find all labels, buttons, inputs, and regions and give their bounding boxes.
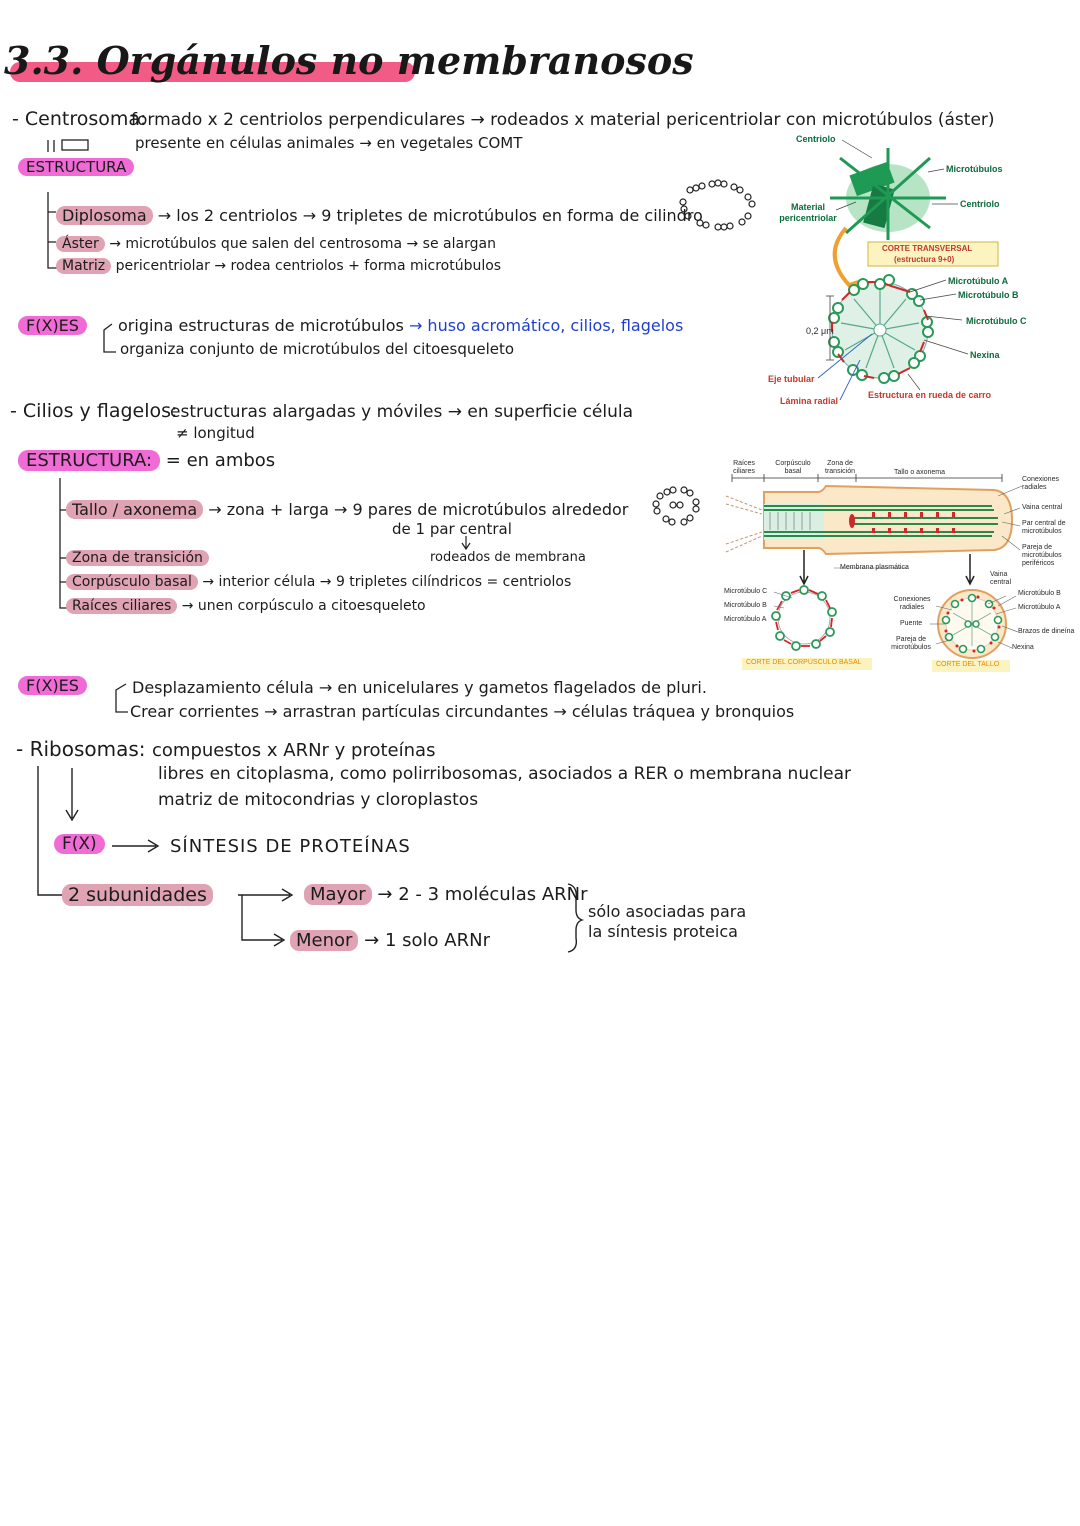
centrosoma-heading: - Centrosoma: (12, 108, 147, 130)
item-label: Matriz (56, 258, 111, 274)
label-corte-transversal: CORTE TRANSVERSAL (882, 244, 973, 253)
centrosoma-item-aster (56, 236, 496, 252)
label-par-central: Par central de microtúbulos (1022, 520, 1066, 535)
label-estructura-9-0: (estructura 9+0) (894, 255, 955, 264)
label-conexiones-radiales: Conexiones radiales (1022, 476, 1059, 491)
ribosomas-location-2: matriz de mitocondrias y cloroplastos (158, 790, 479, 810)
centrosoma-definition: formado x 2 centriolos perpendiculares → rodeados x material pericentriolar con microtúbulos (áster) (131, 110, 995, 130)
label-rueda-de-carro: Estructura en rueda de carro (868, 390, 992, 400)
axoneme-cross-section (938, 590, 1006, 658)
label-microtubulo-a: Microtúbulo A (948, 276, 1009, 286)
item-label: Tallo / axonema (66, 500, 203, 519)
cilios-estructura-text: = en ambos (165, 450, 276, 471)
ribosomas-composition: compuestos x ARNr y proteínas (152, 740, 436, 761)
label-centriolo-right: Centriolo (960, 199, 1000, 209)
cilios-item-corpusculo (66, 574, 571, 590)
centrosome-illustration (830, 148, 946, 240)
label-nexina: Nexina (970, 350, 1000, 360)
item-label: Zona de transición (66, 550, 209, 566)
ribosomas-mayor-row (304, 884, 588, 905)
label-tallo-axonema: Tallo o axonema (894, 469, 945, 476)
label-pareja-microtubulos: Pareja de microtúbulos (891, 636, 931, 651)
arrow-glyph: → (377, 884, 393, 905)
label-microtubulo-c: Microtúbulo C (724, 588, 768, 595)
item-text: → unen corpúsculo a citoesqueleto (181, 598, 426, 614)
cilios-estructura-label: ESTRUCTURA: (18, 450, 160, 471)
cilios-definition: estructuras alargadas y móviles → en superficie célula (170, 402, 634, 422)
label-microtubulo-b: Microtúbulo B (958, 290, 1019, 300)
cilios-function-2: Crear corrientes → arrastran partículas circundantes → células tráquea y bronquios (130, 702, 795, 721)
label-centriolo-top: Centriolo (796, 134, 836, 144)
ribosomas-location-1: libres en citoplasma, como polirribosomas, asociados a RER o membrana nuclear (158, 764, 852, 784)
cross-section-9plus0 (829, 275, 933, 383)
label-zona-transicion: Zona de transición (825, 460, 855, 475)
label-vaina-central-2: Vaina central (990, 571, 1012, 586)
item-label: Áster (56, 236, 105, 252)
centrosoma-fxes-label: F(X)ES (18, 316, 87, 335)
cilios-heading: - Cilios y flagelos: (10, 400, 178, 422)
caption-corte-tallo: CORTE DEL TALLO (936, 661, 1000, 668)
centrosoma-estructura-label: ESTRUCTURA (18, 158, 134, 176)
menor-text: 1 solo ARNr (384, 930, 490, 951)
cilios-estructura-row (18, 450, 275, 471)
function-text: origina estructuras de microtúbulos (118, 316, 404, 335)
label-corpusculo-basal: Corpúsculo basal (775, 460, 811, 475)
label-nexina-2: Nexina (1012, 644, 1034, 651)
cilios-fxes-label: F(X)ES (18, 676, 87, 695)
label-raices-ciliares: Raíces ciliares (733, 460, 755, 475)
label-microtubulo-b-2: Microtúbulo B (1018, 590, 1061, 597)
label-pareja-perifericos: Pareja de microtúbulos periféricos (1022, 544, 1062, 567)
item-label: Raíces ciliares (66, 598, 177, 614)
centrosome-figure (760, 128, 1080, 418)
cilios-item-raices (66, 598, 426, 614)
page-title: 3.3. Orgánulos no membranosos (4, 38, 694, 83)
label-conexiones-radiales-2: Conexiones radiales (893, 596, 931, 611)
item-label: Corpúsculo basal (66, 574, 198, 590)
label-microtubulo-b: Microtúbulo B (724, 602, 767, 609)
label-microtubulo-c: Microtúbulo C (966, 316, 1027, 326)
item-label: Diplosoma (56, 206, 153, 225)
label-eje-tubular: Eje tubular (768, 374, 815, 384)
label-scale: 0,2 μm (806, 326, 834, 336)
item-text: → microtúbulos que salen del centrosoma → se alargan (109, 236, 496, 252)
menor-label: Menor (290, 930, 358, 951)
caption-corte-corpusculo: CORTE DEL CORPÚSCULO BASAL (746, 659, 862, 666)
centrosoma-function-2: organiza conjunto de microtúbulos del citoesqueleto (120, 340, 515, 358)
mayor-label: Mayor (304, 884, 372, 905)
centrosoma-item-matriz (56, 258, 501, 274)
label-puente: Puente (900, 620, 923, 627)
cilios-item-tallo (66, 500, 628, 519)
cilios-sub-membrana: rodeados de membrana (430, 550, 586, 565)
ribosomas-menor-row (290, 930, 490, 951)
centrosoma-presence: presente en células animales → en vegetales COMT (135, 134, 523, 152)
item-text: → los 2 centriolos → 9 tripletes de microtúbulos en forma de cilindro (157, 206, 703, 225)
label-lamina-radial: Lámina radial (780, 396, 839, 406)
label-brazos-dineina: Brazos de dineína (1018, 628, 1075, 635)
label-vaina-central: Vaina central (1022, 504, 1063, 511)
mayor-text: 2 - 3 moléculas ARNr (398, 884, 588, 905)
label-membrana-plasmatica: Membrana plasmática (840, 564, 909, 571)
ribosomas-heading: - Ribosomas: (16, 737, 146, 761)
item-text: pericentriolar → rodea centriolos + forma microtúbulos (115, 258, 502, 274)
centrosoma-function-1 (118, 316, 683, 335)
label-microtubulo-a: Microtúbulo A (724, 616, 767, 623)
ribosomas-subunidades-label: 2 subunidades (62, 884, 213, 906)
label-material-pericentriolar: Material pericentriolar (779, 202, 837, 223)
arrow-glyph: → (364, 930, 385, 951)
item-text: → interior célula → 9 tripletes cilíndricos = centriolos (202, 574, 572, 590)
function-extra: → huso acromático, cilios, flagelos (408, 316, 684, 335)
cilios-item-zona (66, 550, 209, 566)
basal-body-cross-section (772, 586, 836, 650)
label-microtubulos: Microtúbulos (946, 164, 1003, 174)
ribosomas-fx-text: SÍNTESIS DE PROTEÍNAS (170, 836, 411, 857)
item-text: → zona + larga → 9 pares de microtúbulos alrededor (208, 500, 629, 519)
cilios-sub-par-central: de 1 par central (392, 520, 512, 538)
cilios-longitud: ≠ longitud (176, 424, 255, 442)
centrosoma-item-diplosoma (56, 206, 703, 225)
cilios-function-1: Desplazamiento célula → en unicelulares y gametos flagelados de pluri. (132, 678, 707, 697)
ribosomas-fx-label: F(X) (54, 834, 105, 854)
ribosomas-note: sólo asociadas para la síntesis proteica (588, 902, 747, 941)
cilium-figure (722, 456, 1080, 676)
label-microtubulo-a-2: Microtúbulo A (1018, 604, 1061, 611)
